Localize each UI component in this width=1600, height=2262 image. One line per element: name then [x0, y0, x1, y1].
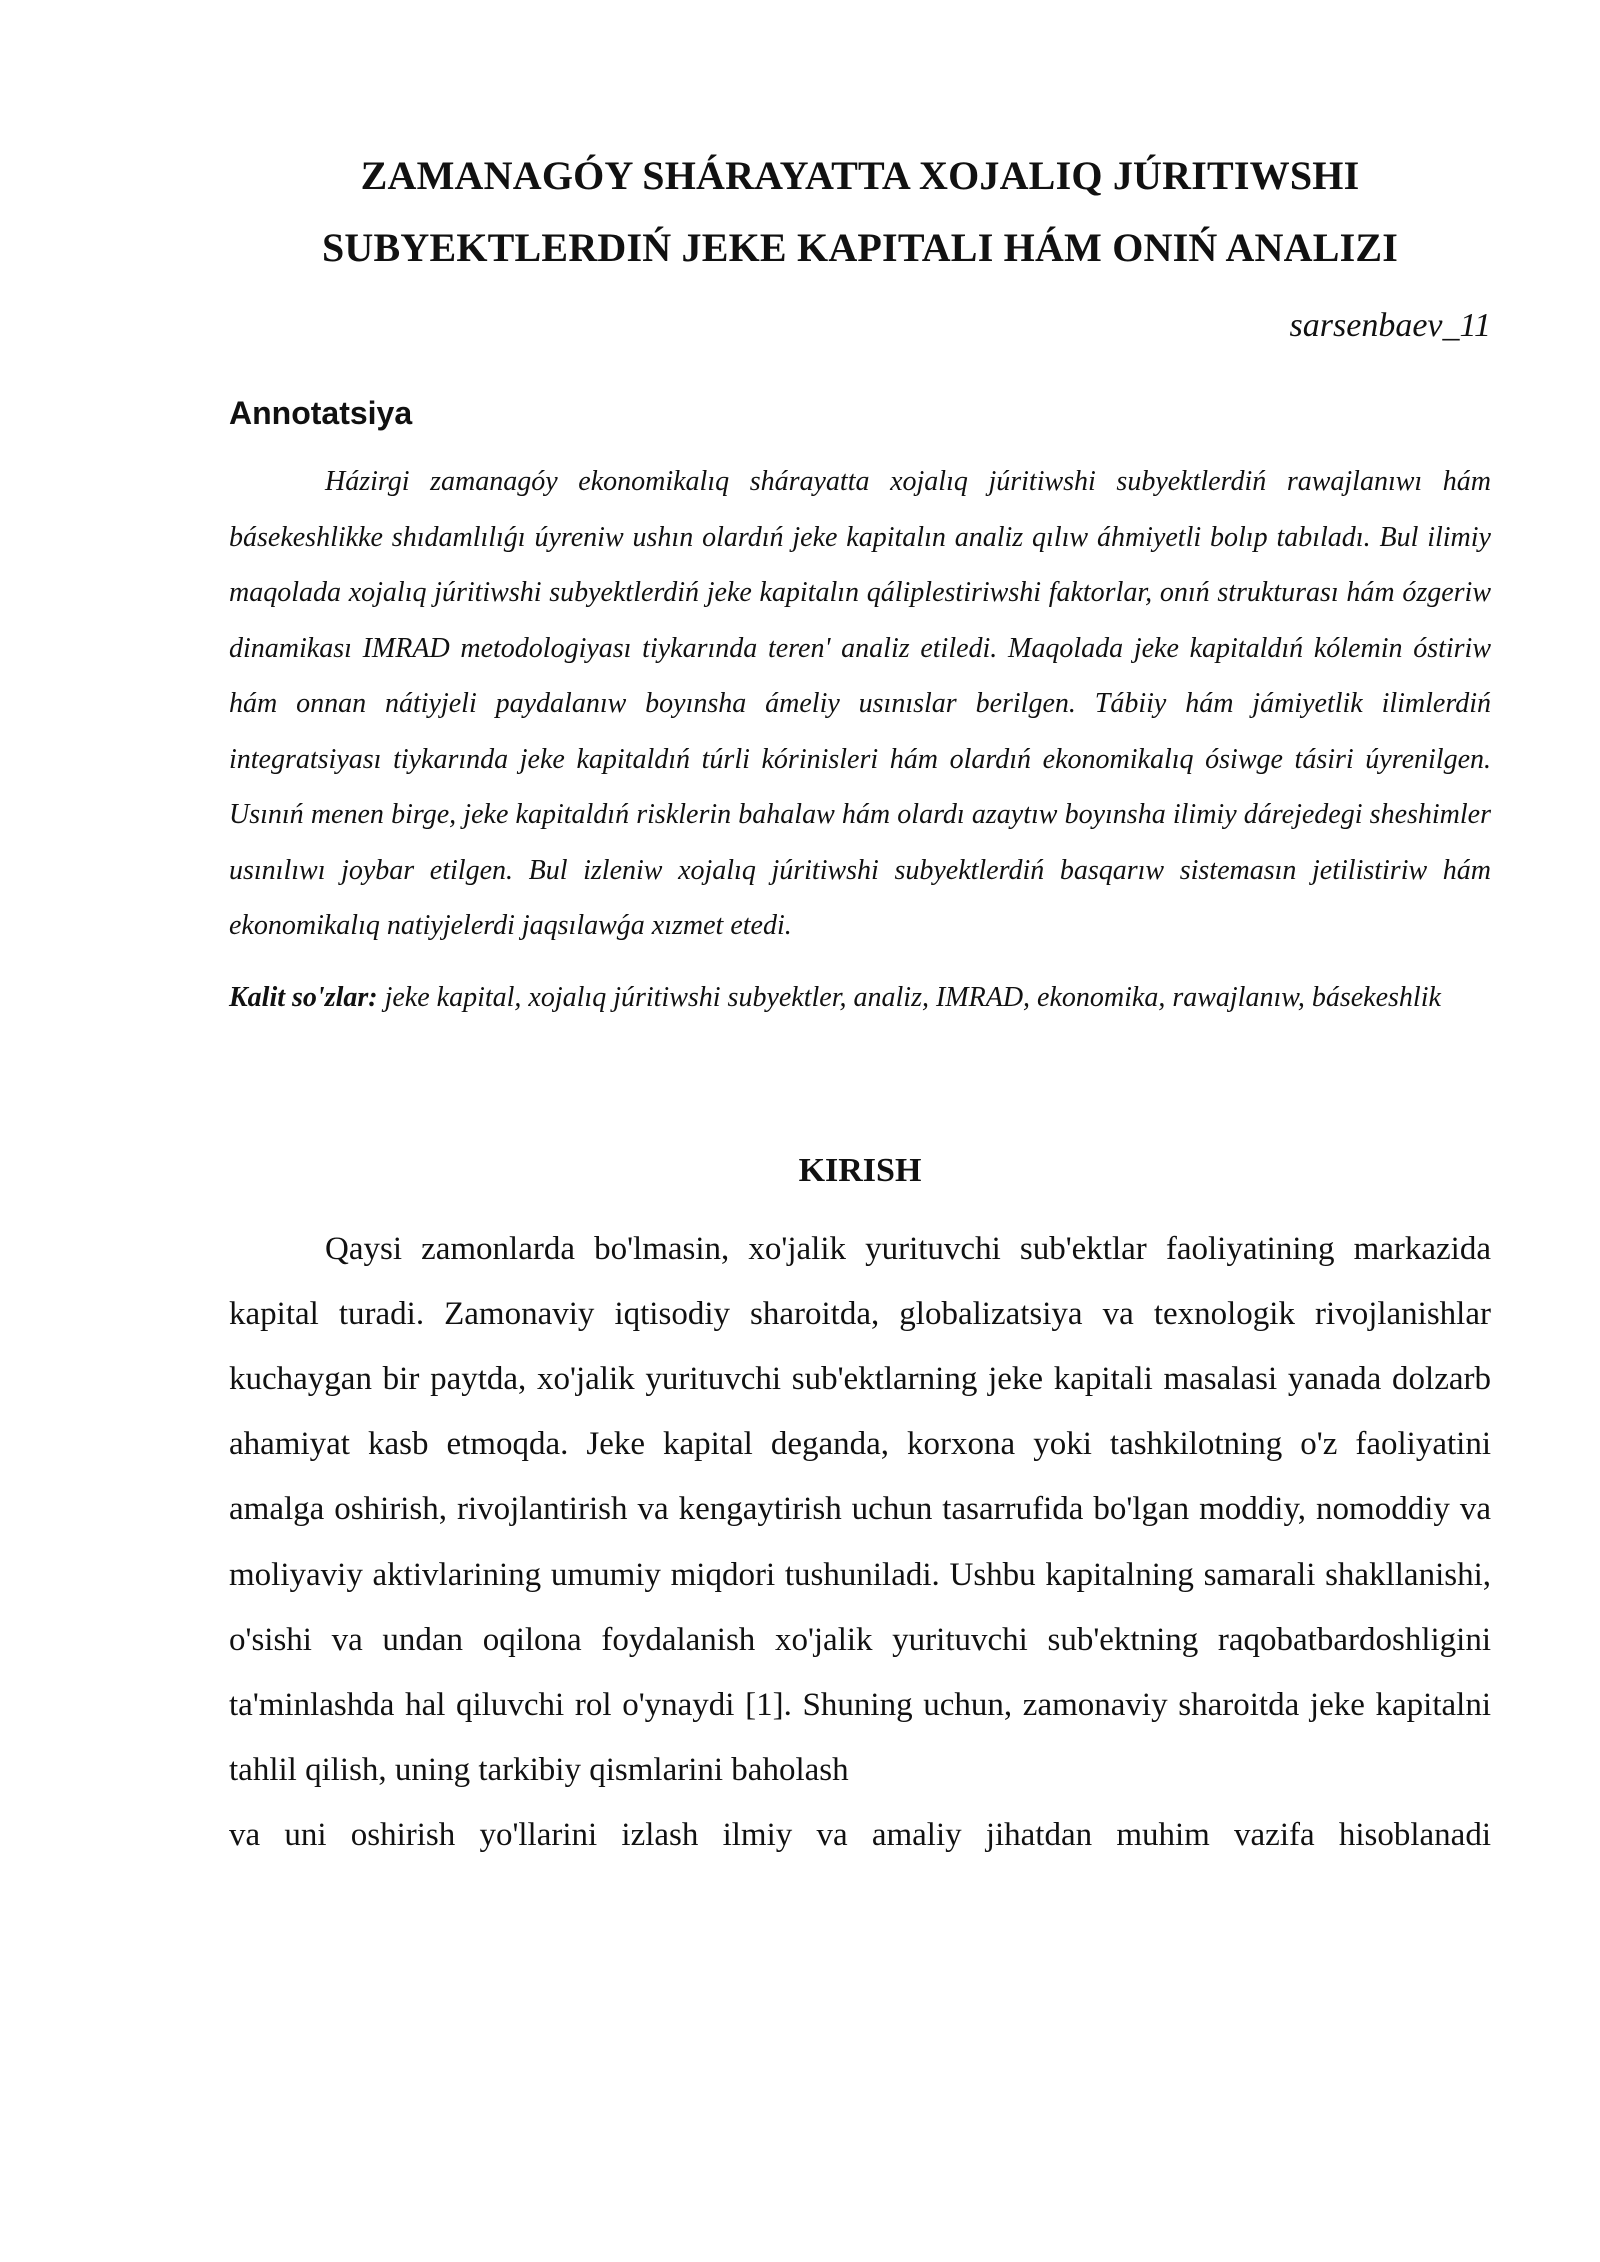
author-name: sarsenbaev_11 [1289, 307, 1491, 344]
paper-title [229, 140, 1491, 284]
introduction-text: Qaysi zamonlarda bo'lmasin, xo'jalik yurituvchi sub'ektlar faoliyatining markazida kapital turadi. Zamonaviy iqtisodiy sharoitda, globalizatsiya va texnologik rivojlanishlar kuchaygan bir paytda, xo'jalik yurituvchi sub'ektlarning jeke kapitali masalasi yanada dolzarb ahamiyat kasb etmoqda. Jeke kapital deganda, korxona yoki tashkilotning o'z faoliyatini amalga oshirish, rivojlantirish va kengaytirish uchun tasarrufida bo'lgan moddiy, nomoddiy va moliyaviy aktivlarining umumiy miqdori tushuniladi. Ushbu kapitalning samarali shakllanishi, o'sishi va undan oqilona foydalanish xo'jalik yurituvchi sub'ektning raqobatbardoshligini ta'minlashda hal qiluvchi rol o'ynaydi [1]. Shuning uchun, zamonaviy sharoitda jeke kapitalni tahlil qilish, uning tarkibiy qismlarini baholash [229, 1230, 1491, 1789]
annotation-heading: Annotatsiya [229, 395, 413, 431]
paper-title-line-1: ZAMANAGÓY SHÁRAYATTA XOJALIQ JÚRITIWSHI [360, 153, 1360, 198]
keywords-paragraph [229, 970, 1491, 1025]
keywords-label: Kalit so'zlar: [229, 981, 378, 1013]
document-page [229, 140, 1491, 1869]
annotation-text: Házirgi zamanagóy ekonomikalıq shárayatta xojalıq júritiwshi subyektlerdiń rawajlanıwı hám básekeshlikke shıdamlılıǵı úyreniw ushın olardıń jeke kapitalın analiz qılıw áhmiyetli bolıp tabıladı. Bul ilimiy maqolada xojalıq júritiwshi subyektlerdiń jeke kapitalın qáliplestiriwshi faktorlar, onıń strukturası hám ózgeriw dinamikası IMRAD metodologiyası tiykarında teren' analiz etiledi. Maqolada jeke kapitaldıń kólemin óstiriw hám onnan nátiyjeli paydalanıw boyınsha ámeliy usınıslar berilgen. Tábiiy hám jámiyetlik ilimlerdiń integratsiyası tiykarında jeke kapitaldıń túrli kórinisleri hám olardıń ekonomikalıq ósiwge tásiri úyrenilgen. Usınıń menen birge, jeke kapitaldıń risklerin bahalaw hám olardı azaytıw boyınsha ilimiy dárejedegi sheshimler usınılıwı joybar etilgen. Bul izleniw xojalıq júritiwshi subyektlerdiń basqarıw sistemasın jetilistiriw hám ekonomikalıq natiyjelerdi jaqsılawǵa xızmet etedi. [229, 466, 1491, 941]
keywords-text: jeke kapital, xojalıq júritiwshi subyektler, analiz, IMRAD, ekonomika, rawajlanıw, básekeshlik [377, 981, 1441, 1013]
section-heading-introduction: KIRISH [798, 1151, 922, 1189]
introduction-paragraph [229, 1217, 1491, 1869]
introduction-last-line: va uni oshirish yo'llarini izlash ilmiy va amaliy jihatdan muhim vazifa hisoblanadi [229, 1817, 1491, 1854]
paper-title-line-2: SUBYEKTLERDIŃ JEKE KAPITALI HÁM ONIŃ ANALIZI [321, 225, 1399, 270]
